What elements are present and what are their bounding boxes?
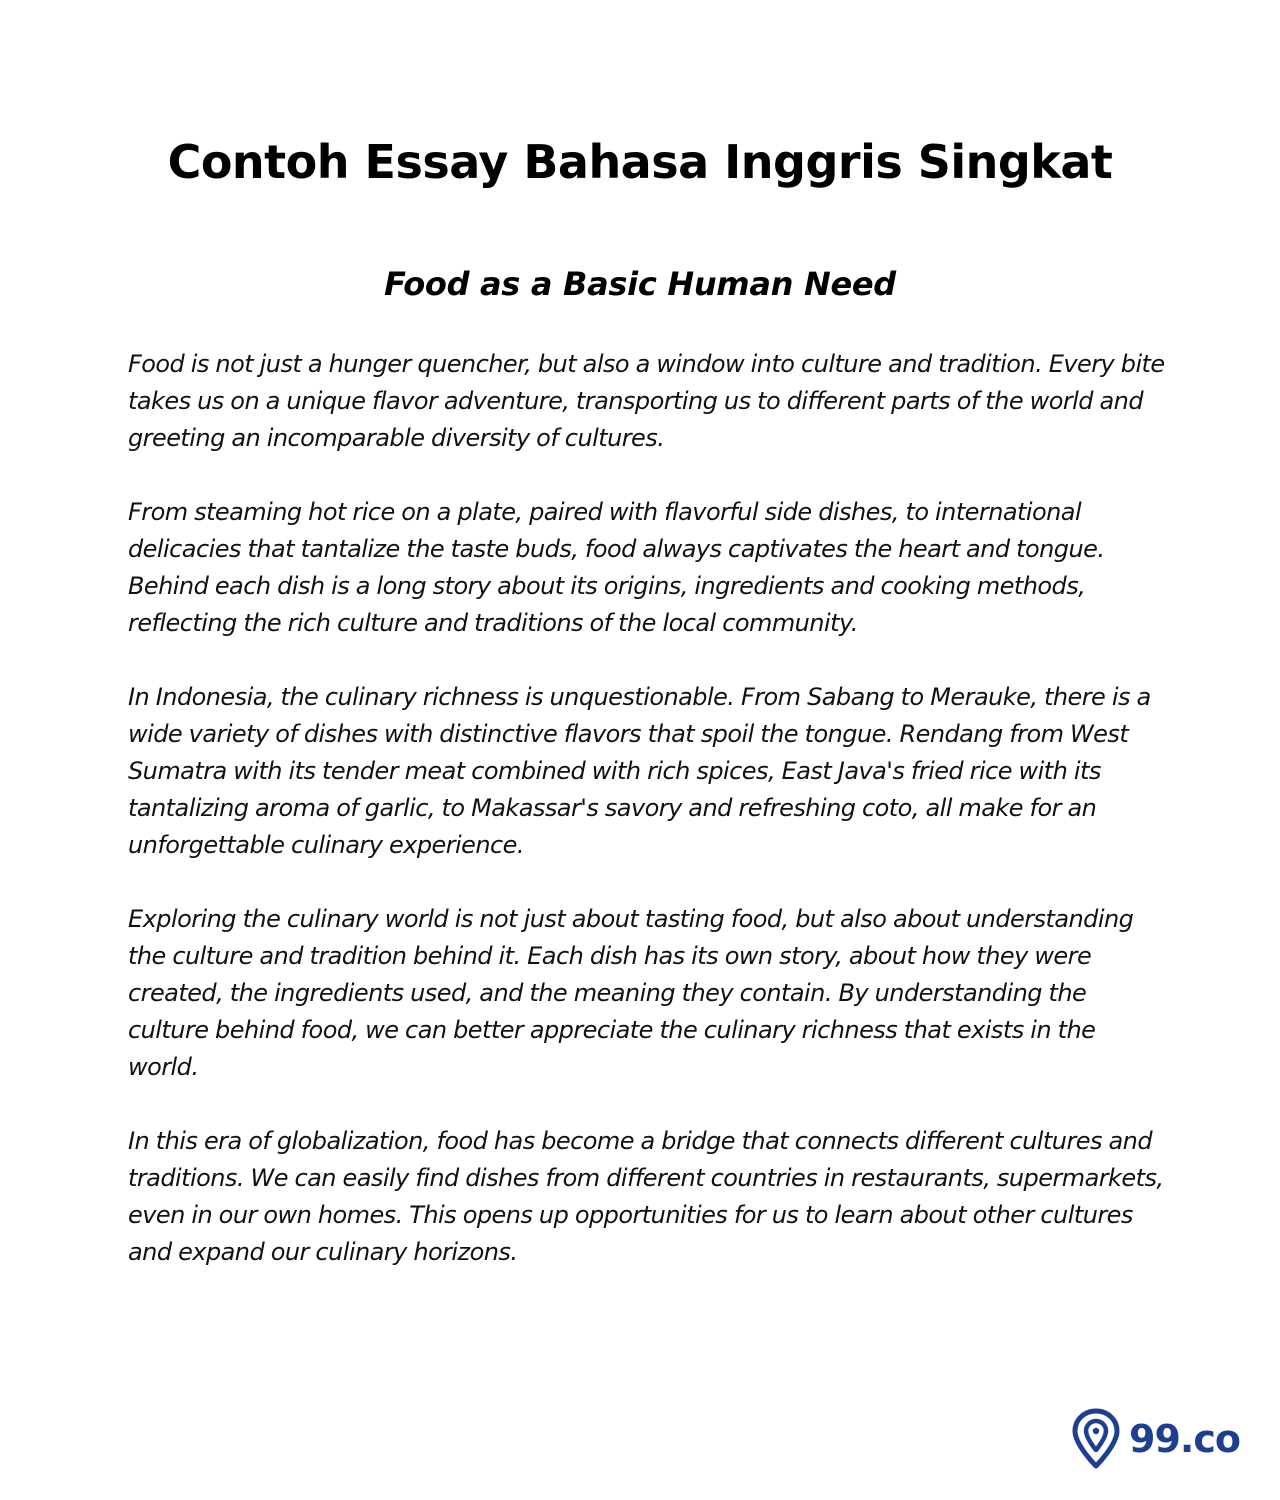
essay-paragraph: In this era of globalization, food has become a bridge that connects different cultures and traditions. We can easily find dishes from different countries in restaurants, supermarkets, even in our own homes. This opens up opportunities for us to learn about other cultures and expand our culinary horizons.: [128, 1127, 1164, 1266]
brand-logo: [1071, 1408, 1240, 1470]
brand-name: 99.co: [1129, 1417, 1240, 1461]
essay-body: [128, 346, 1168, 1308]
essay-paragraph: In Indonesia, the culinary richness is unquestionable. From Sabang to Merauke, there is a wide variety of dishes with distinctive flavors that spoil the tongue. Rendang from West Sumatra with its tender meat combined with rich spices, East Java's fried rice with its tantalizing aroma of garlic, to Makassar's savory and refreshing coto, all make for an unforgettable culinary experience.: [128, 683, 1151, 859]
essay-paragraph: From steaming hot rice on a plate, paired with flavorful side dishes, to international delicacies that tantalize the taste buds, food always captivates the heart and tongue. Behind each dish is a long story about its origins, ingredients and cooking methods, reflecting the rich culture and traditions of the local community.: [128, 498, 1105, 637]
essay-paragraph: Food is not just a hunger quencher, but also a window into culture and tradition. Every bite takes us on a unique flavor adventure, transporting us to different parts of the world and greeting an incomparable diversity of cultures.: [128, 350, 1165, 452]
essay-paragraph: Exploring the culinary world is not just about tasting food, but also about understanding the culture and tradition behind it. Each dish has its own story, about how they were created, the ingredients used, and the meaning they contain. By understanding the culture behind food, we can better appreciate the culinary richness that exists in the world.: [128, 905, 1134, 1081]
page-title: Contoh Essay Bahasa Inggris Singkat: [167, 135, 1113, 189]
map-pin-icon: [1071, 1408, 1121, 1470]
essay-title: Food as a Basic Human Need: [384, 265, 896, 303]
